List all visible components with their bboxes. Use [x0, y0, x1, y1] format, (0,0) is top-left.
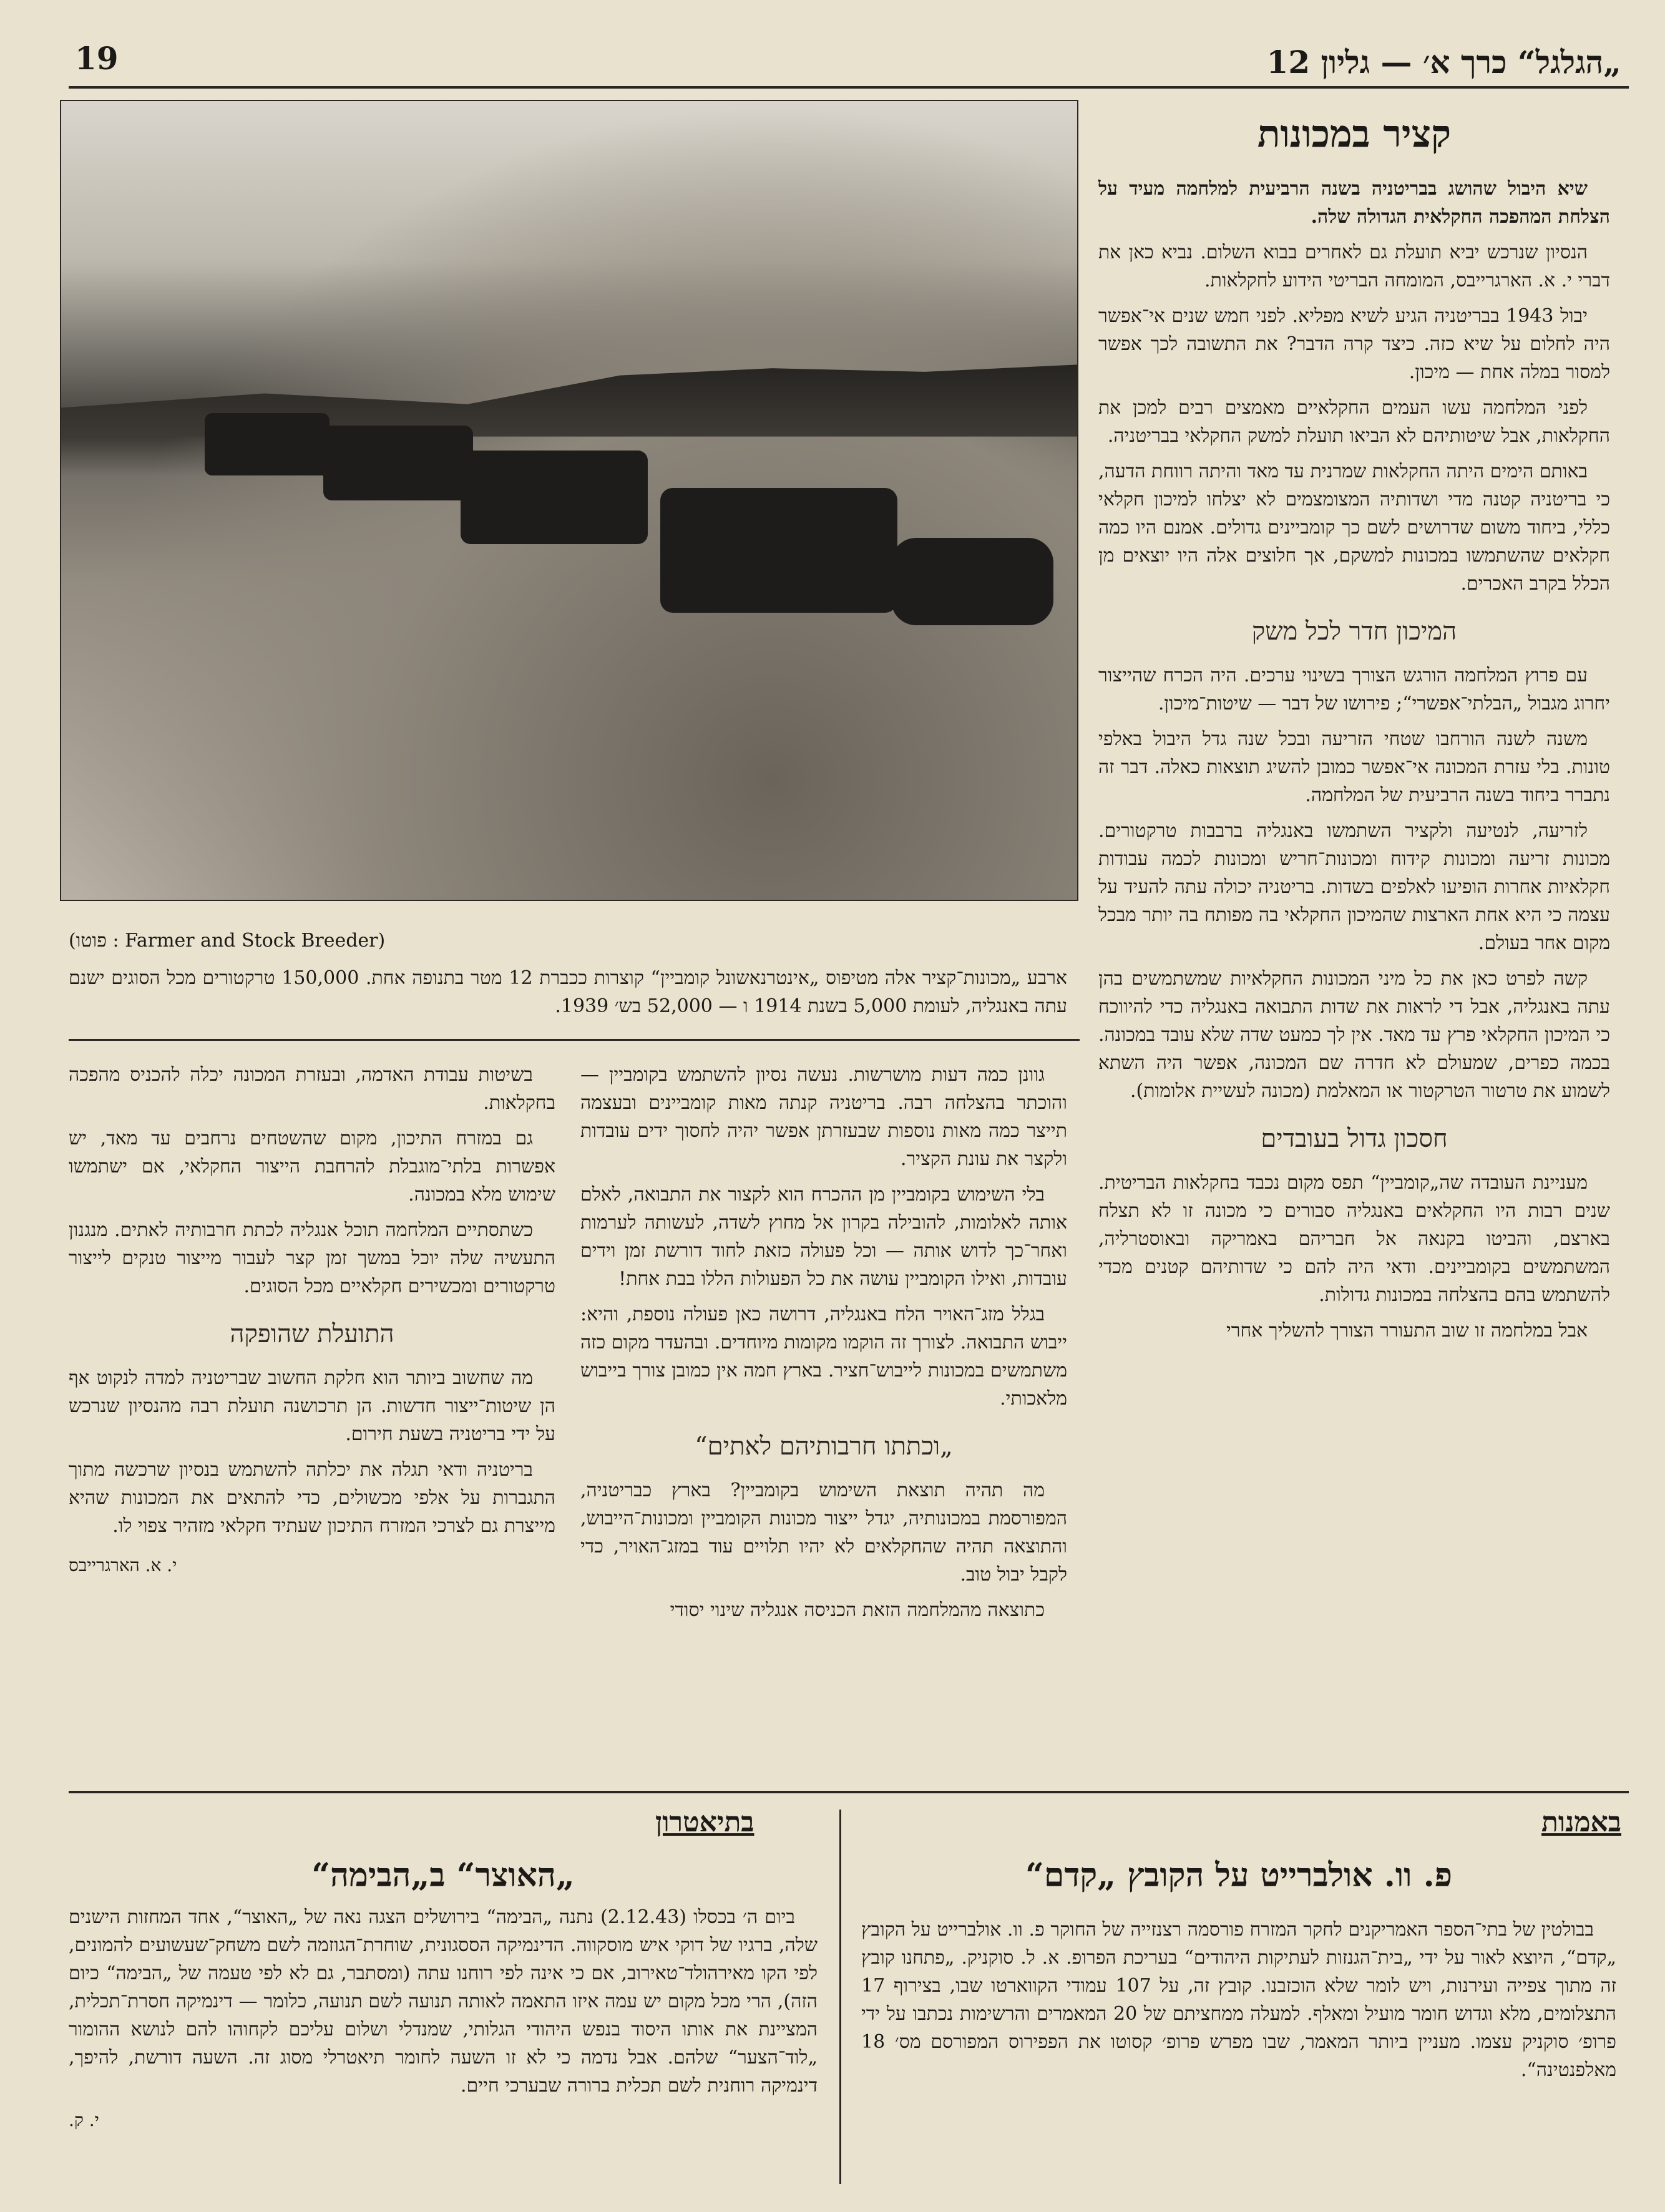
arts-title: פ. וו. אולברייט על הקובץ „קדם“ [1025, 1856, 1452, 1894]
article-paragraph: קשה לפרט כאן את כל מיני המכונות החקלאיות שמשתמשים בהן עתה באנגליה, אבל די לראות את שדות התבואה באנגליה כדי להיווכח כי המיכון החקלאי פרץ עד מאד. אין לך כמעט שדה שלא עובד במכונה. בכמה כפרים, שמעולם לא חדרה שם המכונה, אפשר היה השתא לשמוע את טרטור הטרקטור או המאלמת (מכונה לעשיית אלומות). [1098, 968, 1610, 1102]
subhead-benefit: התועלת שהופקה [230, 1320, 394, 1348]
arts-section-label: באמנות [1541, 1806, 1621, 1838]
article-col2 [580, 1061, 1067, 1632]
caption-rule [69, 1039, 1080, 1041]
photo-credit: (פוטו : Farmer and Stock Breeder) [69, 930, 386, 952]
photo-tractor-1 [891, 538, 1053, 625]
photo-combine-2 [461, 451, 648, 544]
subhead-labor-savings: חסכון גדול בעובדים [1261, 1124, 1448, 1153]
article-paragraph: לזריעה, לנטיעה ולקציר השתמשו באנגליה ברבבות טרקטורים. מכונות זריעה ומכונות קידוח ומכונות־חריש ומכונות לכמה עבודות חקלאיות אחרות הופיעו לאלפים בשדות. בריטניה יכולה עתה להעיד על עצמה כי היא אחת הארצות שהמיכון החקלאי בה מפותח בה יותר מבכל מקום אחר בעולם. [1098, 820, 1610, 954]
harvest-photo [60, 100, 1078, 901]
article-paragraph: יבול 1943 בבריטניה הגיע לשיא מפליא. לפני חמש שנים אי־אפשר היה לחלום על שיא כזה. כיצד קרה הדבר? את התשובה לכך אפשר למסור במלה אחת — מיכון. [1098, 305, 1610, 383]
article-paragraph: עם פרוץ המלחמה הורגש הצורך בשינוי ערכים. היה הכרח שהייצור יחרוג מגבול „הבלתי־אפשרי“; פירושו של דבר — שיטות־מיכון. [1098, 665, 1610, 714]
article-lead: שיא היבול שהושג בבריטניה בשנה הרביעית למלחמה מעיד על הצלחת המהפכה החקלאית הגדולה שלה. [1098, 178, 1610, 228]
article-paragraph: גם במזרח התיכון, מקום שהשטחים נרחבים עד מאד, יש אפשרות בלתי־מוגבלת להרחבת הייצור החקלאי, אם ישתמשו שימוש מלא במכונה. [69, 1128, 555, 1206]
photo-combine-3 [323, 426, 473, 500]
page-number: 19 [75, 40, 119, 77]
article-paragraph: כשתסתיים המלחמה תוכל אנגליה לכתת חרבותיה לאתים. מנגנון התעשיה שלה יוכל במשך זמן קצר לעבור מייצור טנקים לייצור טרקטורים ומכשירים חקלאיים מכל הסוגים. [69, 1219, 555, 1297]
theater-paragraph: ביום ה׳ בכסלו (2.12.43) נתנה „הבימה“ בירושלים הצגה נאה של „האוצר“, אחד המחזות הישנים שלה, ברגיו של דוקי איש מוסקווה. הדינמיקה הססגונית, שוחרת־הגוזמה לשם משחק־שעשועים להמונים, לפי הקו מאירהולד־טאירוב, אם כי אינה לפי רוחנו עתה (ומסתבר, גם לא לפי טעמה של „הבימה“ כיום הזה), הרי מכל מקום יש עמה איזו התאמה לאותה תנועה לשם תנועה, כלומר — דינמיקה חסרת־תכלית, המציינת את אותו היסוד בנפש היהודי הגלותי, שמנדלי ושלום עליכם לקחוהו להם לנושא ההומור „לוד־הצער“ שלהם. אבל נדמה כי לא זו השעה לחומר תיאטרלי מסוג זה. השעה דורשת, להיפך, דינמיקה רוחנית לשם תכלית ברורה שבערכי חיים. [69, 1906, 818, 2097]
article-title: קציר במכונות [1257, 112, 1452, 156]
subhead-swords-ploughshares: „וכתתו חרבותיהם לאתים“ [695, 1432, 953, 1461]
theater-signature: י. ק. [69, 2110, 100, 2130]
theater-title: „האוצר“ ב„הבימה“ [311, 1856, 575, 1894]
article-paragraph: לפני המלחמה עשו העמים החקלאיים מאמצים רבים למכן את החקלאות, אבל שיטותיהם לא הביאו תועלת למשק החקלאי בבריטניה. [1098, 397, 1610, 447]
header-rule [69, 86, 1629, 89]
article-paragraph: מה שחשוב ביותר הוא חלקת החשוב שבריטניה למדה לנקוט אף הן שיטות־ייצור חדשות. הן תרכושנה תועלת רבה מהנסיון שנרכש על ידי בריטניה בשעת חירום. [69, 1367, 555, 1445]
article-paragraph: הנסיון שנרכש יביא תועלת גם לאחרים בבוא השלום. נביא כאן את דברי י. א. הארגרייבס, המומחה הבריטי הידוע לחקלאות. [1098, 241, 1610, 291]
photo-caption: ארבע „מכונות־קציר אלה מטיפוס „אינטרנאשונל קומביין“ קוצרות ככברת 12 מטר בתנופה אחת. 150,000 טרקטורים מכל הסוגים ישנם עתה באנגליה, לעומת 5,000 בשנת 1914 ו — 52,000 בש׳ 1939. [69, 967, 1067, 1017]
article-paragraph: באותם הימים היתה החקלאות שמרנית עד מאד והיתה רווחת הדעה, כי בריטניה קטנה מדי ושדותיה המצומצמים לא יצלחו למיכון חקלאי כללי, ביחוד משום שדרושים לשם כך קומביינים גדולים. אמנם היו כמה חקלאים שהשתמשו במכונות למשקם, אך חלוצים אלה היו יוצאים מן הכלל בקרב האכרים. [1098, 460, 1610, 595]
article-paragraph: כתוצאה מהמלחמה הזאת הכניסה אנגליה שינוי יסודי [670, 1599, 1045, 1621]
photo-combine-1 [660, 488, 897, 613]
arts-body [861, 1916, 1616, 2092]
masthead-title: „הגלגל“ כרך א׳ — גליון 12 [1266, 44, 1621, 80]
article-paragraph: גוונן כמה דעות מושרשות. נעשה נסיון להשתמש בקומביין — והוכתר בהצלחה רבה. בריטניה קנתה מאות קומביינים ובעצמה תייצר כמה מאות נוספות שבעזרתן אפשר יהיה לחסוך ידים עובדות ולקצר את עונת הקציר. [580, 1064, 1067, 1170]
column-divider [839, 1810, 841, 2184]
article-signature: י. א. הארגרייבס [69, 1555, 177, 1576]
bottom-section-rule [69, 1791, 1629, 1793]
theater-section-label: בתיאטרון [655, 1806, 754, 1838]
article-paragraph: מה תהיה תוצאת השימוש בקומביין? בארץ כבריטניה, המפורסמת במכונותיה, יגדל ייצור מכונות הקומביין ומכונות־הייבוש, והתוצאה תהיה שהחקלאים לא יהיו תלויים עוד במזג־האויר, כדי לקבל יבול טוב. [580, 1479, 1067, 1586]
article-paragraph: אבל במלחמה זו שוב התעורר הצורך להשליך אחרי [1226, 1320, 1588, 1342]
article-paragraph: משנה לשנה הורחבו שטחי הזריעה ובכל שנה גדל היבול באלפי טונות. בלי עזרת המכונה אי־אפשר כמובן להשיג תוצאות כאלה. דבר זה נתברר ביחוד בשנה הרביעית של המלחמה. [1098, 728, 1610, 806]
theater-body [69, 1903, 818, 2133]
photo-combine-4 [205, 413, 330, 475]
article-paragraph: בלי השימוש בקומביין מן ההכרח הוא לקצור את התבואה, לאלם אותה לאלומות, להובילה בקרון אל מחוץ לשדה, לעשותה לערמות ואחר־כך לדוש אותה — וכל פעולה כזאת לחוד דורשת זמן וידים עובדות, ואילו הקומביין עושה את כל הפעולות הללו בבת אחת! [580, 1184, 1067, 1290]
article-paragraph: בשיטות עבודת האדמה, ובעזרת המכונה יכלה להכניס מהפכה בחקלאות. [69, 1064, 555, 1114]
article-paragraph: מעניינת העובדה שה„קומביין“ תפס מקום נכבד בחקלאות הבריטית. שנים רבות היו החקלאים באנגליה סבורים כי מכונה זו לא תצלח בארצם, והביטו בקנאה אל חבריהם באמריקה ובאוסטרליה, המשתמשים בקומביינים. ודאי היה להם כי שדותיהם קטנים מכדי להשתמש בהם בהצלחה במכונות גדולות. [1098, 1172, 1610, 1306]
article-paragraph: בריטניה ודאי תגלה את יכלתה להשתמש בנסיון שרכשה מתוך התגברות על אלפי מכשולים, כדי להתאים את המכונות שהיא מייצרת גם לצרכי המזרח התיכון שעתיד חקלאי מזהיר צפוי לו. [69, 1459, 555, 1537]
subhead-mechanization: המיכון חדר לכל משק [1251, 617, 1457, 646]
article-col3 [69, 1061, 555, 1579]
arts-paragraph: בבולטין של בתי־הספר האמריקנים לחקר המזרח פורסמה רצנזייה של החוקר פ. וו. אולברייט על הקובץ „קדם“, היוצא לאור על ידי „בית־הגנזות לעתיקות היהודים“ בעריכת הפרופ. א. ל. סוקניק. „פתחנו קובץ זה מתוך צפייה ועירנות, ויש לומר שלא הוכזבנו. קובץ זה, על 107 עמודי הקווארטו שבו, בצירוף 17 התצלומים, מלא וגדוש חומר מועיל ומאלף. למעלה ממחציתם של 20 המאמרים והרשימות נכתבו על ידי פרופ׳ סוקניק עצמו. מעניין ביותר המאמר, שבו מפרש פרופ׳ קסוטו את הפפירוס המפורסם מס׳ 18 מאלפנטינה“. [861, 1919, 1617, 2081]
article-col1 [1098, 175, 1610, 1352]
article-paragraph: בגלל מזג־האויר הלח באנגליה, דרושה כאן פעולה נוספת, והיא: ייבוש התבואה. לצורך זה הוקמו מקומות מיוחדים. ובהעדר מקום כזה משתמשים במכונות לייבוש־חציר. בארץ חמה אין כמובן צורך בייבוש מלאכותי. [580, 1303, 1067, 1410]
